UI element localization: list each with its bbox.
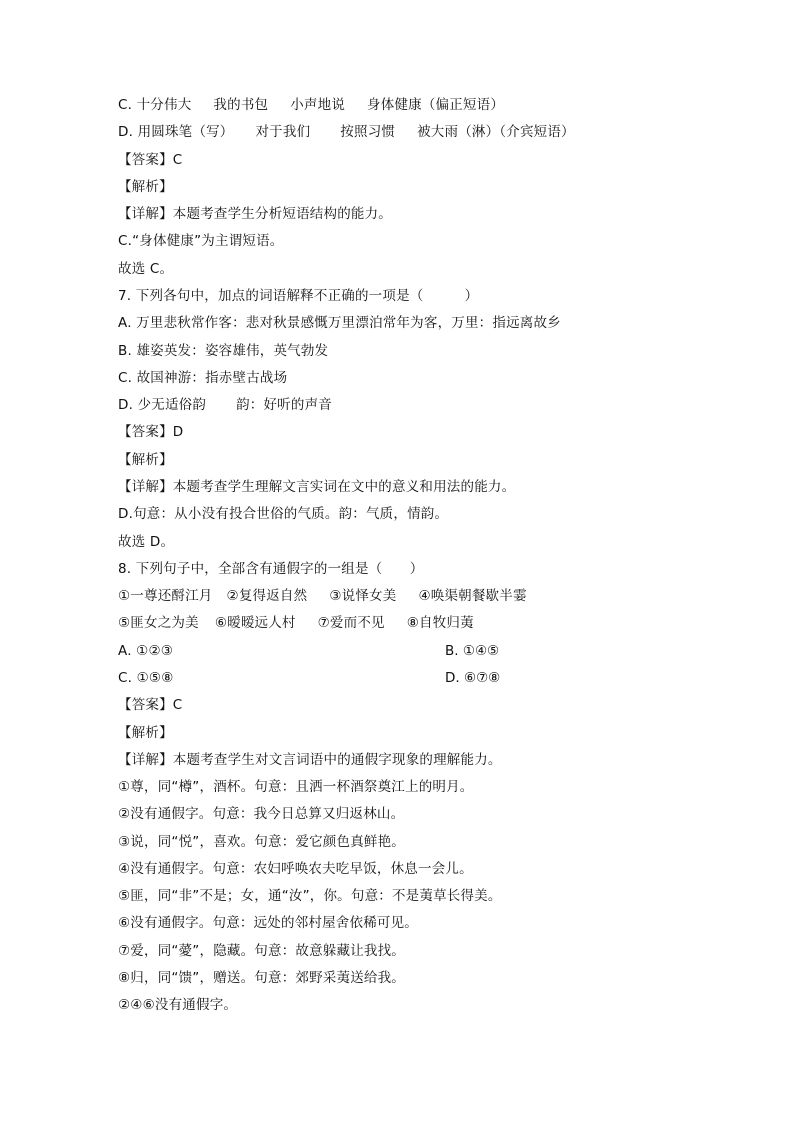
q8-items-row2 (118, 614, 474, 632)
q8-explanation-3: ③说，同“悦”，喜欢。句意：爱它颜色真鲜艳。 (118, 834, 405, 850)
q8-explanation-2: ②没有通假字。句意：我今日总算又归返林山。 (118, 806, 405, 822)
q8-item-1: ①一尊还酹江月 (118, 588, 213, 604)
q6-d-part1: D. 用圆珠笔（写） (118, 124, 234, 140)
q6-option-c (118, 96, 504, 114)
q6-c-part3: 小声地说 (290, 97, 346, 113)
q8-item-7: ⑦爱而不见 (317, 615, 385, 631)
q7-option-b: B. 雄姿英发：姿容雄伟，英气勃发 (118, 343, 329, 359)
q6-d-part3: 按照习惯 (340, 124, 396, 140)
q8-item-8: ⑧自牧归荑 (406, 615, 474, 631)
q7-detail: 【详解】本题考查学生理解文言实词在文中的意义和用法的能力。 (118, 479, 516, 495)
q8-stem: 8. 下列句子中，全部含有通假字的一组是（ ） (118, 561, 424, 577)
q8-items-row1 (118, 587, 527, 605)
q8-option-b: B. ①④⑤ (445, 643, 500, 659)
q7-d-part1: D. 少无适俗韵 (118, 397, 207, 413)
q6-conclusion: 故选 C。 (118, 261, 174, 277)
q6-detail: 【详解】本题考查学生分析短语结构的能力。 (118, 206, 392, 222)
q8-item-2: ②复得返自然 (226, 588, 308, 604)
q7-option-a: A. 万里悲秋常作客：悲对秋景感慨万里漂泊常年为客，万里：指远离故乡 (118, 315, 561, 331)
q8-explanation-1: ①尊，同“樽”，酒杯。句意：且洒一杯酒祭奠江上的明月。 (118, 779, 474, 795)
q8-option-a: A. ①②③ (118, 643, 174, 659)
q8-item-4: ④唤渠朝餐歇半霎 (418, 588, 527, 604)
q8-explanation-4: ④没有通假字。句意：农妇呼唤农夫吃早饭，休息一会儿。 (118, 861, 473, 877)
q8-option-d: D. ⑥⑦⑧ (445, 670, 501, 686)
q7-answer: 【答案】D (118, 424, 184, 440)
q8-explanation-8: ⑧归，同“馈”，赠送。句意：郊野采荑送给我。 (118, 970, 405, 986)
q6-c-part4: 身体健康（偏正短语） (367, 97, 505, 113)
q8-summary: ②④⑥没有通假字。 (118, 997, 238, 1013)
q8-item-5: ⑤匪女之为美 (118, 615, 199, 631)
q8-explanation-7: ⑦爱，同“薆”，隐藏。句意：故意躲藏让我找。 (118, 943, 405, 959)
q7-conclusion: 故选 D。 (118, 534, 175, 550)
q8-item-6: ⑥暧暧远人村 (214, 615, 296, 631)
q6-c-part1: C. 十分伟大 (118, 97, 192, 113)
q8-answer: 【答案】C (118, 697, 183, 713)
q6-analysis-heading: 【解析】 (118, 179, 173, 195)
q8-detail: 【详解】本题考查学生对文言词语中的通假字现象的理解能力。 (118, 752, 502, 768)
q8-item-3: ③说怿女美 (329, 588, 397, 604)
q6-note: C.“身体健康”为主谓短语。 (118, 233, 284, 249)
q7-option-c: C. 故国神游：指赤壁古战场 (118, 370, 288, 386)
q7-analysis-heading: 【解析】 (118, 452, 173, 468)
q7-option-d (118, 396, 332, 414)
q6-d-part2: 对于我们 (255, 124, 311, 140)
q8-option-c: C. ①⑤⑧ (118, 670, 174, 686)
q6-d-part4: 被大雨（淋）（介宾短语） (417, 124, 575, 140)
q8-explanation-5: ⑤匪，同“非”不是；女，通“汝”，你。句意：不是荑草长得美。 (118, 888, 502, 904)
q6-c-part2: 我的书包 (213, 97, 269, 113)
q6-option-d (118, 123, 575, 141)
q7-d-part2: 韵：好听的声音 (236, 397, 332, 413)
q8-analysis-heading: 【解析】 (118, 725, 173, 741)
q6-answer: 【答案】C (118, 152, 183, 168)
q7-stem: 7. 下列各句中，加点的词语解释不正确的一项是（ ） (118, 288, 479, 304)
q8-explanation-6: ⑥没有通假字。句意：远处的邻村屋舍依稀可见。 (118, 915, 419, 931)
q7-note: D.句意：从小没有投合世俗的气质。韵：气质，情韵。 (118, 506, 449, 522)
